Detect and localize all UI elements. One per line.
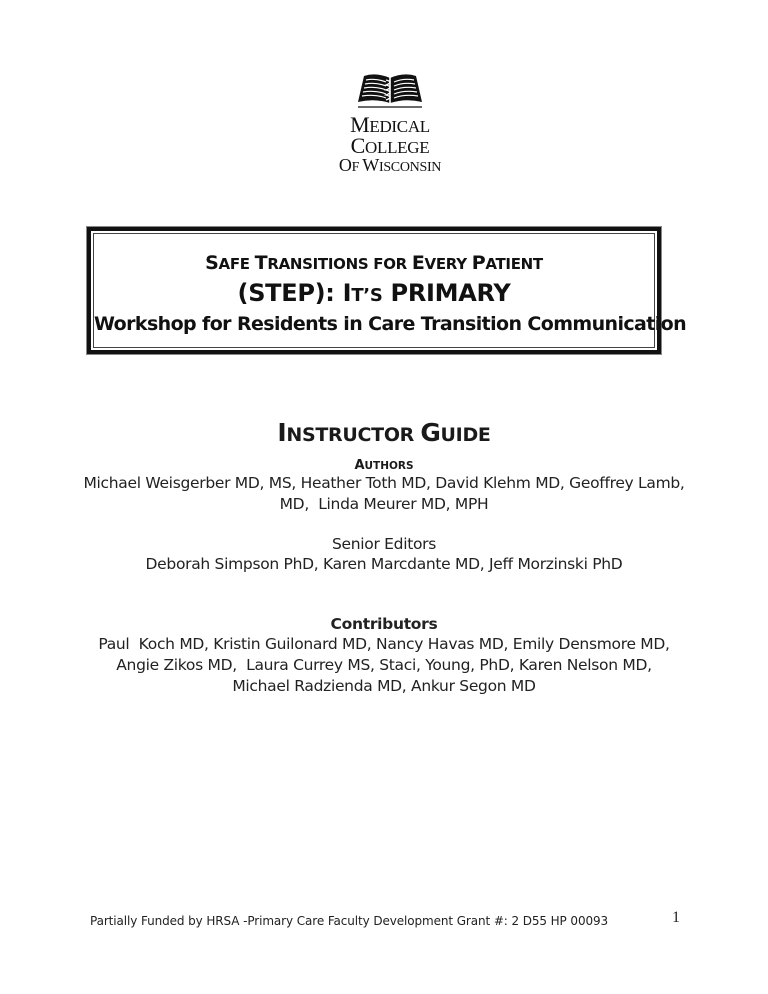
authors-line: Michael Weisgerber MD, MS, Heather Toth MD, David Klehm MD, Geoffrey Lamb,	[83, 474, 685, 492]
contributors-line: Michael Radzienda MD, Ankur Segon MD	[232, 677, 536, 695]
program-subtitle: Workshop for Residents in Care Transition Communication	[94, 313, 687, 335]
contributors-heading: Contributors	[330, 615, 438, 633]
contributors-line: Angie Zikos MD, Laura Currey MS, Staci, Young, PhD, Karen Nelson MD,	[116, 656, 652, 674]
title-box-inner-border	[93, 233, 687, 348]
authors-heading: AUTHORS	[354, 458, 414, 473]
open-book-caduceus-icon	[356, 72, 424, 110]
logo-line-college: COLLEGE	[350, 133, 430, 158]
program-acronym: (STEP): IT’S PRIMARY	[237, 279, 511, 307]
program-title: SAFE TRANSITIONS FOR EVERY PATIENT	[205, 252, 543, 274]
funding-footer: Partially Funded by HRSA -Primary Care Faculty Development Grant #: 2 D55 HP 00093	[90, 914, 609, 928]
logo-line-medical: MEDICAL	[350, 112, 430, 137]
medical-college-of-wisconsin-logo	[310, 60, 470, 178]
page-number: 1	[672, 909, 680, 926]
title-box	[87, 227, 687, 354]
document-title: INSTRUCTOR GUIDE	[277, 418, 491, 447]
logo-line-of-wisconsin: OF WISCONSIN	[338, 155, 442, 175]
senior-editors-line: Deborah Simpson PhD, Karen Marcdante MD, Jeff Morzinski PhD	[145, 555, 623, 573]
contributors-line: Paul Koch MD, Kristin Guilonard MD, Nancy Havas MD, Emily Densmore MD,	[98, 635, 670, 653]
senior-editors-heading: Senior Editors	[331, 535, 437, 553]
authors-line: MD, Linda Meurer MD, MPH	[279, 495, 489, 513]
